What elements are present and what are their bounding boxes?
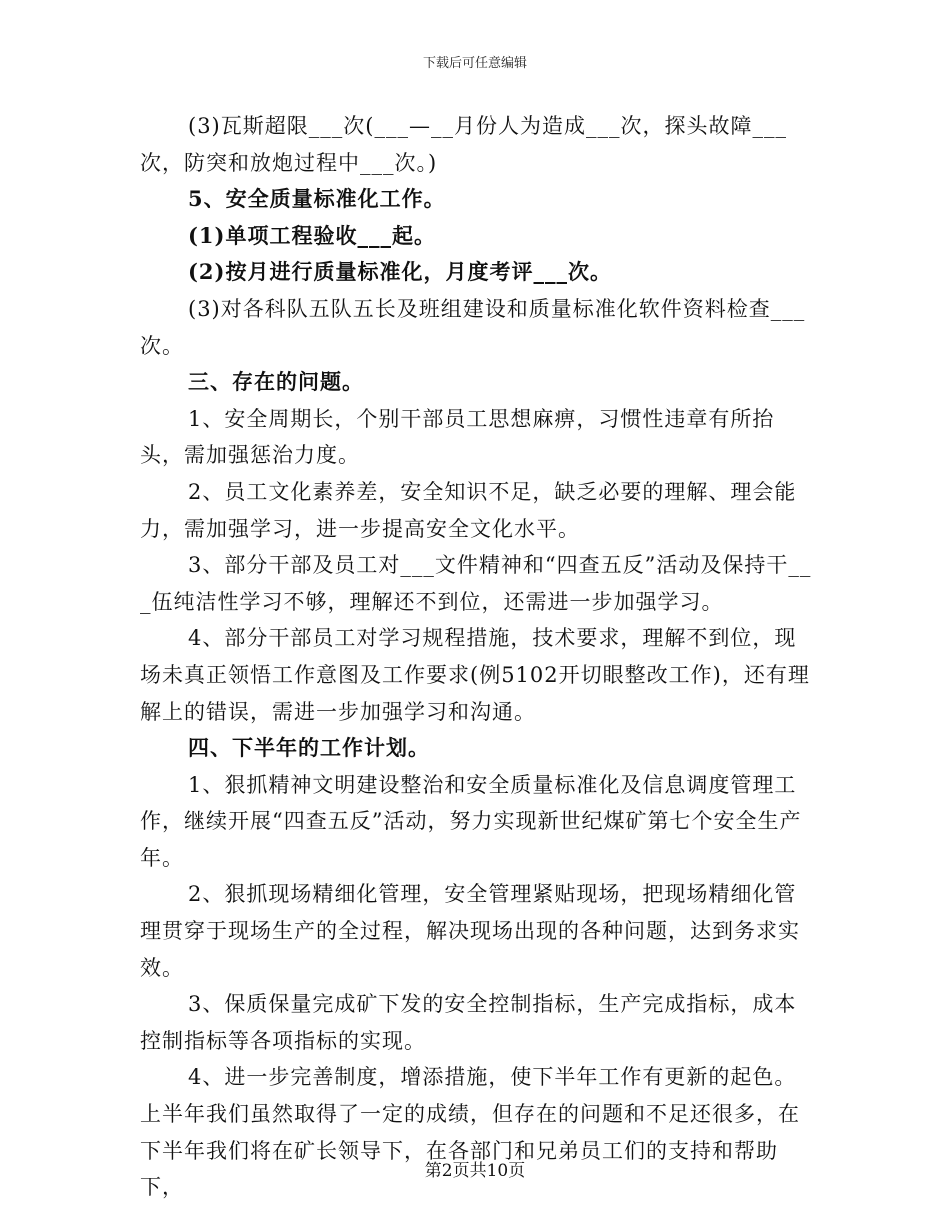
problem-item-1: 1、安全周期长，个别干部员工思想麻痹，习惯性违章有所抬头，需加强惩治力度。 — [140, 406, 775, 468]
plan-item-4: 4、进一步完善制度，增添措施，使下半年工作有更新的起色。上半年我们虽然取得了一定的成绩，但存在的问题和不足还很多，在下半年我们将在矿长领导下，在各部门和兄弟员工们的支持和帮助下， — [140, 1065, 800, 1200]
problem-item-4: 4、部分干部员工对学习规程措施，技术要求，理解不到位，现场未真正领悟工作意图及工作要求(例5102开切眼整改工作)，还有理解上的错误，需进一步加强学习和沟通。 — [140, 626, 810, 724]
problem-item-2: 2、员工文化素养差，安全知识不足，缺乏必要的理解、理会能力，需加强学习，进一步提高安全文化水平。 — [140, 479, 797, 541]
paragraph-gas-overlimit: (3)瓦斯超限___次(___—__月份人为造成___次，探头故障___次，防突和放炮过程中___次。) — [140, 114, 787, 175]
paragraph-software-inspection: (3)对各科队五队五长及班组建设和质量标准化软件资料检查___次。 — [140, 296, 806, 358]
page-number: 第2页共10页 — [424, 1161, 526, 1181]
heading-second-half-plan: 四、下半年的工作计划。 — [188, 735, 430, 761]
page-header: 下载后可任意编辑 — [422, 56, 527, 71]
paragraph-project-acceptance: (1)单项工程验收___起。 — [188, 222, 436, 248]
paragraph-monthly-evaluation: (2)按月进行质量标准化，月度考评___次。 — [188, 259, 612, 285]
plan-item-2: 2、狠抓现场精细化管理，安全管理紧贴现场，把现场精细化管理贯穿于现场生产的全过程，解决现场出现的各种问题，达到务求实效。 — [140, 882, 800, 980]
document-body — [140, 108, 812, 1206]
problem-item-3: 3、部分干部及员工对___文件精神和“四查五反”活动及保持干___伍纯洁性学习不够，理解还不到位，还需进一步加强学习。 — [140, 553, 812, 614]
plan-item-3: 3、保质保量完成矿下发的安全控制指标，生产完成指标，成本控制指标等各项指标的实现。 — [140, 992, 797, 1053]
heading-quality-standardization: 5、安全质量标准化工作。 — [188, 186, 446, 212]
heading-existing-problems: 三、存在的问题。 — [188, 369, 364, 395]
plan-item-1: 1、狠抓精神文明建设整治和安全质量标准化及信息调度管理工作，继续开展“四查五反”活动，努力实现新世纪煤矿第七个安全生产年。 — [140, 772, 802, 870]
